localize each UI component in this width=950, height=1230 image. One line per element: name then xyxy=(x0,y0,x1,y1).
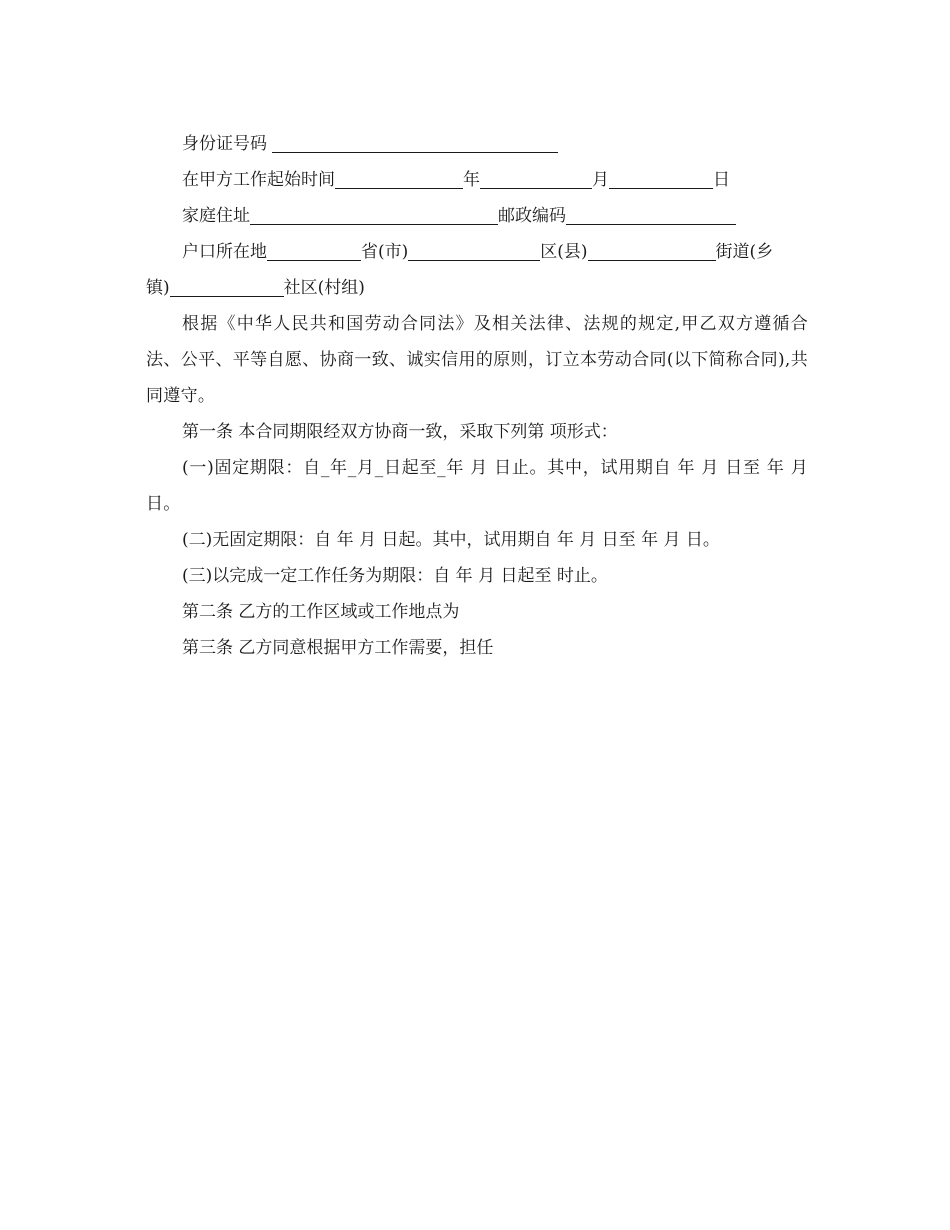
document-body xyxy=(146,126,808,666)
clause-1-fixed-term: (一)固定期限：自_年_月_日起至_年 月 日止。其中，试用期自 年 月 日至 年 月 日。 xyxy=(146,458,808,514)
start-month-blank[interactable] xyxy=(480,168,592,189)
start-time-label: 在甲方工作起始时间 xyxy=(182,170,335,190)
province-city-label: 省(市) xyxy=(361,242,409,262)
community-line xyxy=(146,270,808,306)
home-address-blank[interactable] xyxy=(250,204,498,225)
id-number-line xyxy=(146,126,808,162)
home-address-label: 家庭住址 xyxy=(182,206,250,226)
household-province-blank[interactable] xyxy=(267,240,361,261)
clause-3-task-based: (三)以完成一定工作任务为期限：自 年 月 日起至 时止。 xyxy=(182,566,608,586)
household-line xyxy=(146,234,808,270)
start-day-blank[interactable] xyxy=(609,168,713,189)
street-blank[interactable] xyxy=(588,240,716,261)
district-county-label: 区(县) xyxy=(540,242,588,262)
community-blank[interactable] xyxy=(170,276,284,297)
clause-2-open-ended: (二)无固定期限：自 年 月 日起。其中，试用期自 年 月 日至 年 月 日。 xyxy=(182,530,720,550)
postal-code-label: 邮政编码 xyxy=(498,206,566,226)
article-1: 第一条 本合同期限经双方协商一致，采取下列第 项形式： xyxy=(182,422,618,442)
year-label: 年 xyxy=(463,170,480,190)
month-label: 月 xyxy=(592,170,609,190)
township-end-label: 镇) xyxy=(146,278,170,298)
id-number-blank[interactable] xyxy=(272,132,558,153)
postal-code-blank[interactable] xyxy=(566,204,736,225)
street-township-label: 街道(乡 xyxy=(715,242,774,262)
day-label: 日 xyxy=(713,170,730,190)
home-address-line xyxy=(146,198,808,234)
id-number-label: 身份证号码 xyxy=(182,134,267,154)
article-2: 第二条 乙方的工作区域或工作地点为 xyxy=(182,602,460,622)
intro-paragraph: 根据《中华人民共和国劳动合同法》及相关法律、法规的规定,甲乙双方遵循合法、公平、平等自愿、协商一致、诚实信用的原则，订立本劳动合同(以下简称合同),共同遵守。 xyxy=(146,314,808,406)
district-blank[interactable] xyxy=(408,240,540,261)
household-label: 户口所在地 xyxy=(182,242,267,262)
start-year-blank[interactable] xyxy=(335,168,463,189)
article-3: 第三条 乙方同意根据甲方工作需要，担任 xyxy=(182,638,494,658)
community-village-label: 社区(村组) xyxy=(283,278,365,298)
start-time-line xyxy=(146,162,808,198)
